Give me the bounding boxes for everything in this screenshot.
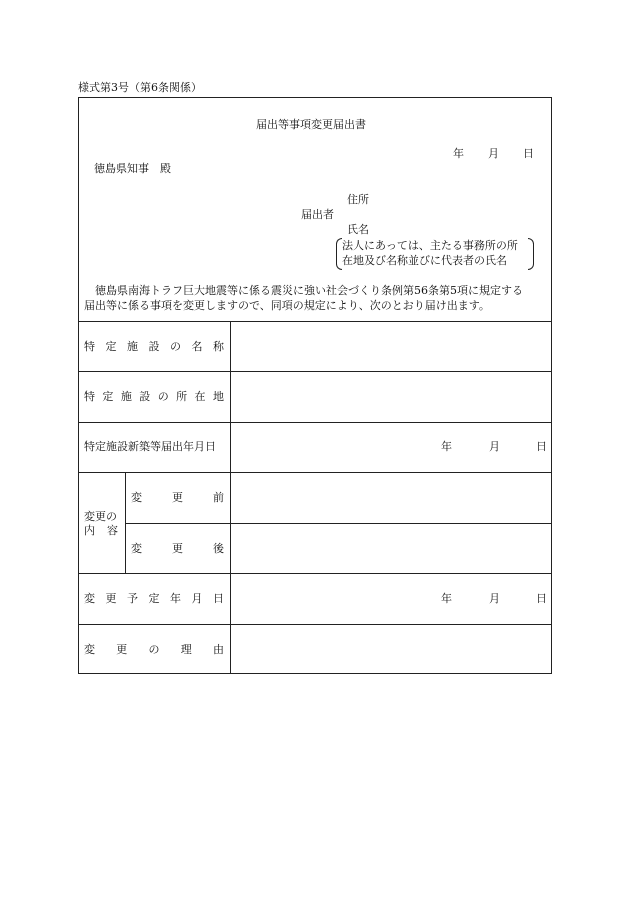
field-after[interactable]	[231, 524, 551, 573]
field-reason[interactable]	[231, 625, 551, 673]
name-label: 氏名	[347, 223, 369, 236]
field-facility-location[interactable]	[231, 372, 551, 422]
body-text-line1: 徳島県南海トラフ巨大地震等に係る震災に強い社会づくり条例第56条第5項に規定する	[95, 284, 523, 297]
body-text-line2: 届出等に係る事項を変更しますので、同項の規定により、次のとおり届け出ます。	[84, 299, 490, 312]
corp-note-line1: 法人にあっては、主たる事務所の所	[342, 239, 518, 252]
address-label: 住所	[347, 193, 369, 206]
label-planned-change-date: 変 更 予 定 年 月 日	[84, 592, 224, 605]
row-line-2	[78, 422, 552, 423]
addressee: 徳島県知事 殿	[94, 162, 171, 175]
field-before[interactable]	[231, 473, 551, 523]
label-facility-location: 特 定 施 設 の 所 在 地	[84, 390, 224, 403]
label-new-construction-date: 特定施設新築等届出年月日	[84, 440, 216, 453]
row3-year: 年	[441, 440, 452, 453]
label-reason: 変 更 の 理 由	[84, 643, 224, 656]
header-date-year: 年	[453, 147, 464, 160]
label-before: 変 更 前	[131, 491, 224, 504]
label-change-content-line2: 内 容	[84, 524, 118, 537]
field-facility-name[interactable]	[231, 322, 551, 371]
row6-day: 日	[536, 592, 547, 605]
header-date-month: 月	[488, 147, 499, 160]
row3-month: 月	[489, 440, 500, 453]
form-title: 届出等事項変更届出書	[256, 118, 366, 131]
paren-right	[528, 238, 534, 270]
row3-day: 日	[536, 440, 547, 453]
row6-year: 年	[441, 592, 452, 605]
row-line-5	[78, 573, 552, 574]
label-facility-name: 特 定 施 設 の 名 称	[84, 340, 224, 353]
row6-month: 月	[489, 592, 500, 605]
corp-note-line2: 在地及び名称並びに代表者の氏名	[342, 254, 507, 267]
header-date-day: 日	[523, 147, 534, 160]
notifier-label: 届出者	[301, 208, 334, 221]
form-number: 様式第3号（第6条関係）	[78, 81, 202, 94]
body-text	[84, 283, 548, 313]
label-after: 変 更 後	[131, 542, 224, 555]
col-line-sub	[125, 472, 126, 573]
label-change-content-line1: 変更の	[84, 510, 117, 523]
